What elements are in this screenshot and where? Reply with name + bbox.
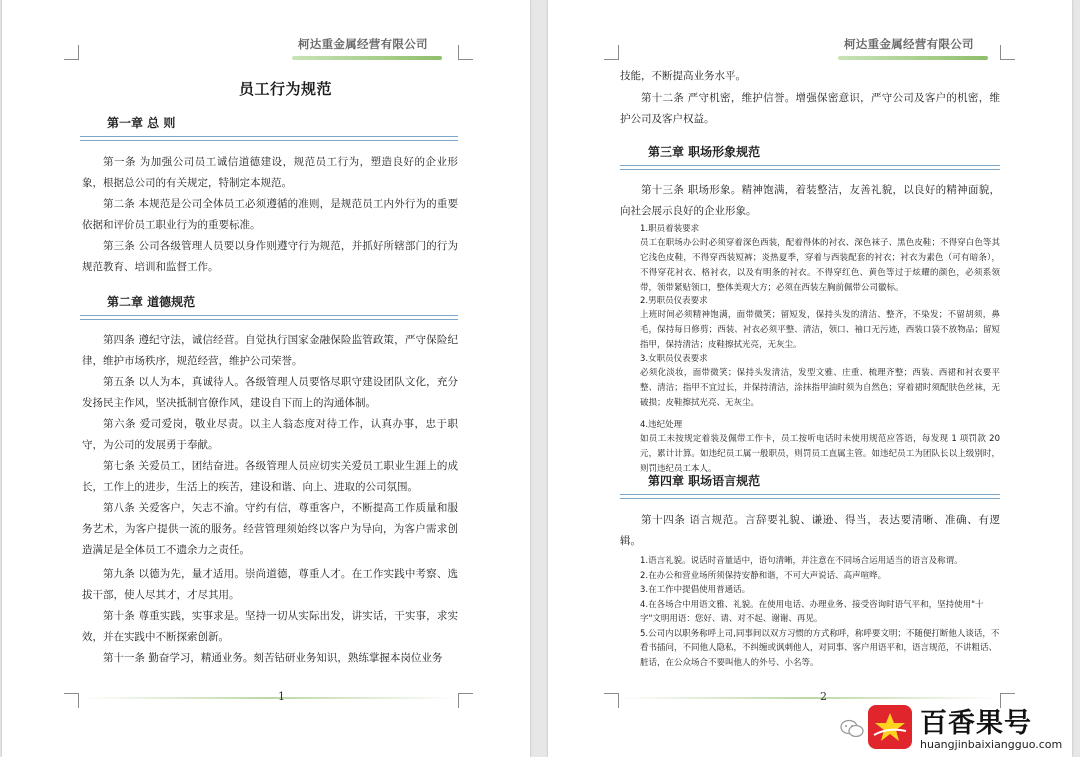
list-item: 3.在工作中提倡使用普通话。: [640, 585, 751, 595]
page-number: 1: [278, 690, 285, 703]
margin-corner-mark: [604, 693, 619, 708]
margin-corner-mark: [458, 45, 473, 60]
chapter-heading: 第四章 职场语言规范: [648, 474, 761, 488]
article-paragraph: 第十一条 勤奋学习，精通业务。刻苦钻研业务知识，熟练掌握本岗位业务: [103, 652, 443, 664]
article-paragraph: 第十二条 严守机密，维护信誉。增强保密意识，严守公司及客户的机密，维护公司及客户权益。: [620, 92, 1000, 125]
header-bar: [838, 56, 988, 60]
document-page-2: [548, 0, 1072, 757]
list-item: 5.公司内以职务称呼上司,同事间以双方习惯的方式称呼，称呼要文明；不随便打断他人谈话，不看书插问，不同他人隐私，不纠缠或讽刺他人，对同事、客户用语平和，语言规范，不讲粗话、脏话，在公众场合不要叫他人的外号、小名等。: [640, 628, 1000, 668]
chapter-rule: [620, 165, 1000, 170]
footer-line: [82, 697, 458, 699]
article-paragraph: 第一条 为加强公司员工诚信道德建设，规范员工行为，塑造良好的企业形象，根据总公司的有关规定，特制定本规范。: [82, 156, 458, 189]
sub-section-heading: 4.违纪处理: [640, 420, 683, 430]
list-item: 1.语言礼貌。说话时音量适中，语句清晰，并注意在不同场合运用适当的语言及称谓。: [640, 556, 963, 566]
sub-section-heading: 2.男职员仪表要求: [640, 296, 708, 306]
language-rules-list: [640, 554, 1000, 670]
margin-corner-mark: [64, 693, 79, 708]
sub-section-heading: 3.女职员仪表要求: [640, 354, 708, 364]
article-paragraph-continued: 技能，不断提高业务水平。: [620, 70, 746, 82]
watermark-logo: [840, 697, 1080, 757]
chapter-heading: 第二章 道德规范: [107, 295, 196, 309]
header-company-name: 柯达重金属经营有限公司: [298, 37, 428, 51]
margin-corner-mark: [604, 45, 619, 60]
article-paragraph: 第六条 爱司爱岗，敬业尽责。以主人翁态度对待工作，认真办事，忠于职守，为公司的发展勇于奉献。: [82, 418, 458, 451]
star-logo-icon: [868, 705, 912, 749]
sub-section-body: 上班时间必须精神饱满，面带微笑；留短发，保持头发的清洁、整齐，不染发；不留胡须，鼻毛，保持每日修剪；西装、衬衣必须平整、清洁，领口、袖口无污迹，西装口袋不放物品；留短指甲，保持清洁；皮鞋擦拭光亮，无灰尘。: [640, 310, 1000, 350]
article-paragraph: 第十四条 语言规范。言辞要礼貌、谦逊、得当，表达要清晰、准确、有逻辑。: [620, 514, 1000, 547]
article-paragraph: 第三条 公司各级管理人员要以身作则遵守行为规范，并抓好所辖部门的行为规范教育、培训和监督工作。: [82, 240, 458, 273]
watermark-url: huangjinbaixiangguo.com: [920, 738, 1063, 751]
article-paragraph: 第二条 本规范是公司全体员工必须遵循的准则，是规范员工内外行为的重要依据和评价员工职业行为的重要标准。: [82, 198, 458, 231]
margin-corner-mark: [64, 45, 79, 60]
article-paragraph: 第八条 关爱客户，矢志不渝。守约有信，尊重客户，不断提高工作质量和服务艺术，为客户提供一流的服务。经营管理须始终以客户为导向，为客户需求创造满足是全体员工不遗余力之责任。: [82, 502, 458, 556]
article-paragraph: 第五条 以人为本，真诚待人。各级管理人员要恪尽职守建设团队文化，充分发扬民主作风，坚决抵制官僚作风，建设自下而上的沟通体制。: [82, 376, 458, 409]
chapter-rule: [80, 136, 458, 141]
sub-section-heading: 1.职员着装要求: [640, 224, 700, 234]
article-paragraph: 第九条 以德为先，量才适用。崇尚道德，尊重人才。在工作实践中考察、选拔干部，使人尽其才，才尽其用。: [82, 568, 458, 601]
document-title: 员工行为规范: [239, 80, 333, 98]
watermark-title: 百香果号: [920, 708, 1032, 739]
list-item: 2.在办公和营业场所须保持安静和谐，不可大声说话、高声喧哗。: [640, 570, 887, 581]
wechat-icon: [840, 719, 864, 739]
article-paragraph: 第四条 遵纪守法，诚信经营。自觉执行国家金融保险监管政策，严守保险纪律，维护市场秩序，规范经营，维护公司荣誉。: [82, 334, 458, 367]
page-number: 2: [820, 690, 827, 703]
sub-section-body: 如员工未按规定着装及佩带工作卡，员工按听电话时未使用规范应答语，每发现 1 项罚款 20 元，累计计算。如违纪员工属一般职员，则罚员工直属主管。如违纪员工为团队长以上级别时，则罚违纪员工本人。: [640, 434, 1000, 474]
list-item: 4.在各场合中用语文雅、礼貌。在使用电话、办理业务、接受咨询时语气平和，坚持使用"十字"文明用语：您好、请、对不起、谢谢、再见。: [640, 599, 984, 624]
chapter-heading: 第三章 职场形象规范: [648, 145, 761, 159]
header-bar: [292, 56, 442, 60]
chapter-rule: [620, 494, 1000, 499]
document-page-1: [2, 0, 530, 757]
article-paragraph: 第七条 关爱员工，团结奋进。各级管理人员应切实关爱员工职业生涯上的成长，工作上的进步，生活上的疾苦，建设和谐、向上、进取的公司氛围。: [82, 460, 458, 493]
margin-corner-mark: [1000, 45, 1015, 60]
margin-corner-mark: [458, 693, 473, 708]
chapter-heading: 第一章 总 则: [107, 116, 176, 130]
sub-section-body: 员工在职场办公时必须穿着深色西装，配着得体的衬衣、深色袜子、黑色皮鞋；不得穿白色等其它浅色皮鞋，不得穿西装短裤；炎热夏季，穿着与西装配套的衬衣；衬衣为素色（可有暗条），不得穿花衬衣、格衬衣，以及有明条的衬衣。不得穿红色、黄色等过于炫耀的颜色，必须系领带，领带紧贴领口，整体美观大方；必须在西装左胸前佩带公司徽标。: [640, 238, 1000, 293]
chapter-rule: [80, 315, 458, 320]
article-paragraph: 第十三条 职场形象。精神饱满，着装整洁，友善礼貌，以良好的精神面貌，向社会展示良好的企业形象。: [620, 184, 1000, 217]
header-company-name: 柯达重金属经营有限公司: [844, 37, 974, 51]
sub-section-body: 必须化淡妆，面带微笑；保持头发清洁，发型文雅、庄重、梳理齐整；西装、西裙和衬衣要平整、清洁；指甲不宜过长，并保持清洁，涂抹指甲油时须为自然色；穿着裙时须配肤色丝袜，无破损；皮鞋擦拭光亮、无灰尘。: [640, 368, 1000, 408]
article-paragraph: 第十条 尊重实践，实事求是。坚持一切从实际出发，讲实话，干实事，求实效，并在实践中不断探索创新。: [82, 610, 458, 643]
